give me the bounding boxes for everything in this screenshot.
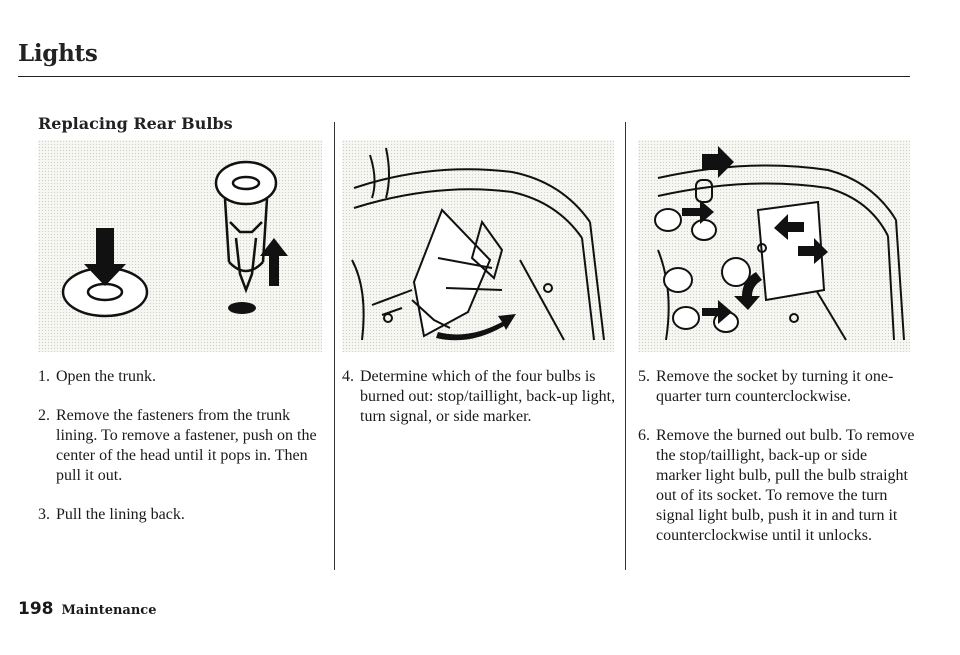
step-text: Open the trunk. <box>56 368 156 385</box>
list-item <box>638 426 916 546</box>
page-title: Lights <box>18 40 98 67</box>
step-text: Remove the burned out bulb. To remove the stop/taillight, back-up or side marker light bulb, pull the bulb straight out of its socket. To remove the turn signal light bulb, push it in and turn it counterclockwise until it unlocks. <box>656 427 915 544</box>
column-divider <box>334 122 335 570</box>
step-text: Remove the fasteners from the trunk lining. To remove a fastener, push on the center of the head until it pops in. Then pull it out. <box>56 407 317 484</box>
steps-column-3 <box>638 367 916 565</box>
list-item <box>38 367 323 387</box>
section-title: Replacing Rear Bulbs <box>38 114 233 133</box>
footer-section-label: Maintenance <box>61 603 157 618</box>
push-fastener-diagram-icon <box>38 140 322 352</box>
page-footer <box>18 599 157 619</box>
step-number: 3. <box>38 506 50 523</box>
step-number: 6. <box>638 427 650 444</box>
list-item <box>638 367 916 407</box>
list-item <box>38 505 323 525</box>
steps-column-2 <box>342 367 618 446</box>
step-text: Pull the lining back. <box>56 506 185 523</box>
step-number: 4. <box>342 368 354 385</box>
step-number: 1. <box>38 368 50 385</box>
header-rule <box>18 76 910 77</box>
step-text: Determine which of the four bulbs is burned out: stop/taillight, back-up light, turn signal, or side marker. <box>360 368 616 425</box>
step-number: 5. <box>638 368 650 385</box>
step-number: 2. <box>38 407 50 424</box>
list-item <box>38 406 323 486</box>
page-number: 198 <box>18 599 54 619</box>
trunk-bulb-location-diagram-icon <box>342 140 614 352</box>
list-item <box>342 367 618 427</box>
step-text: Remove the socket by turning it one-quarter turn counterclockwise. <box>656 368 894 405</box>
column-divider <box>625 122 626 570</box>
steps-column-1 <box>38 367 323 544</box>
bulb-socket-removal-diagram-icon <box>638 140 910 352</box>
